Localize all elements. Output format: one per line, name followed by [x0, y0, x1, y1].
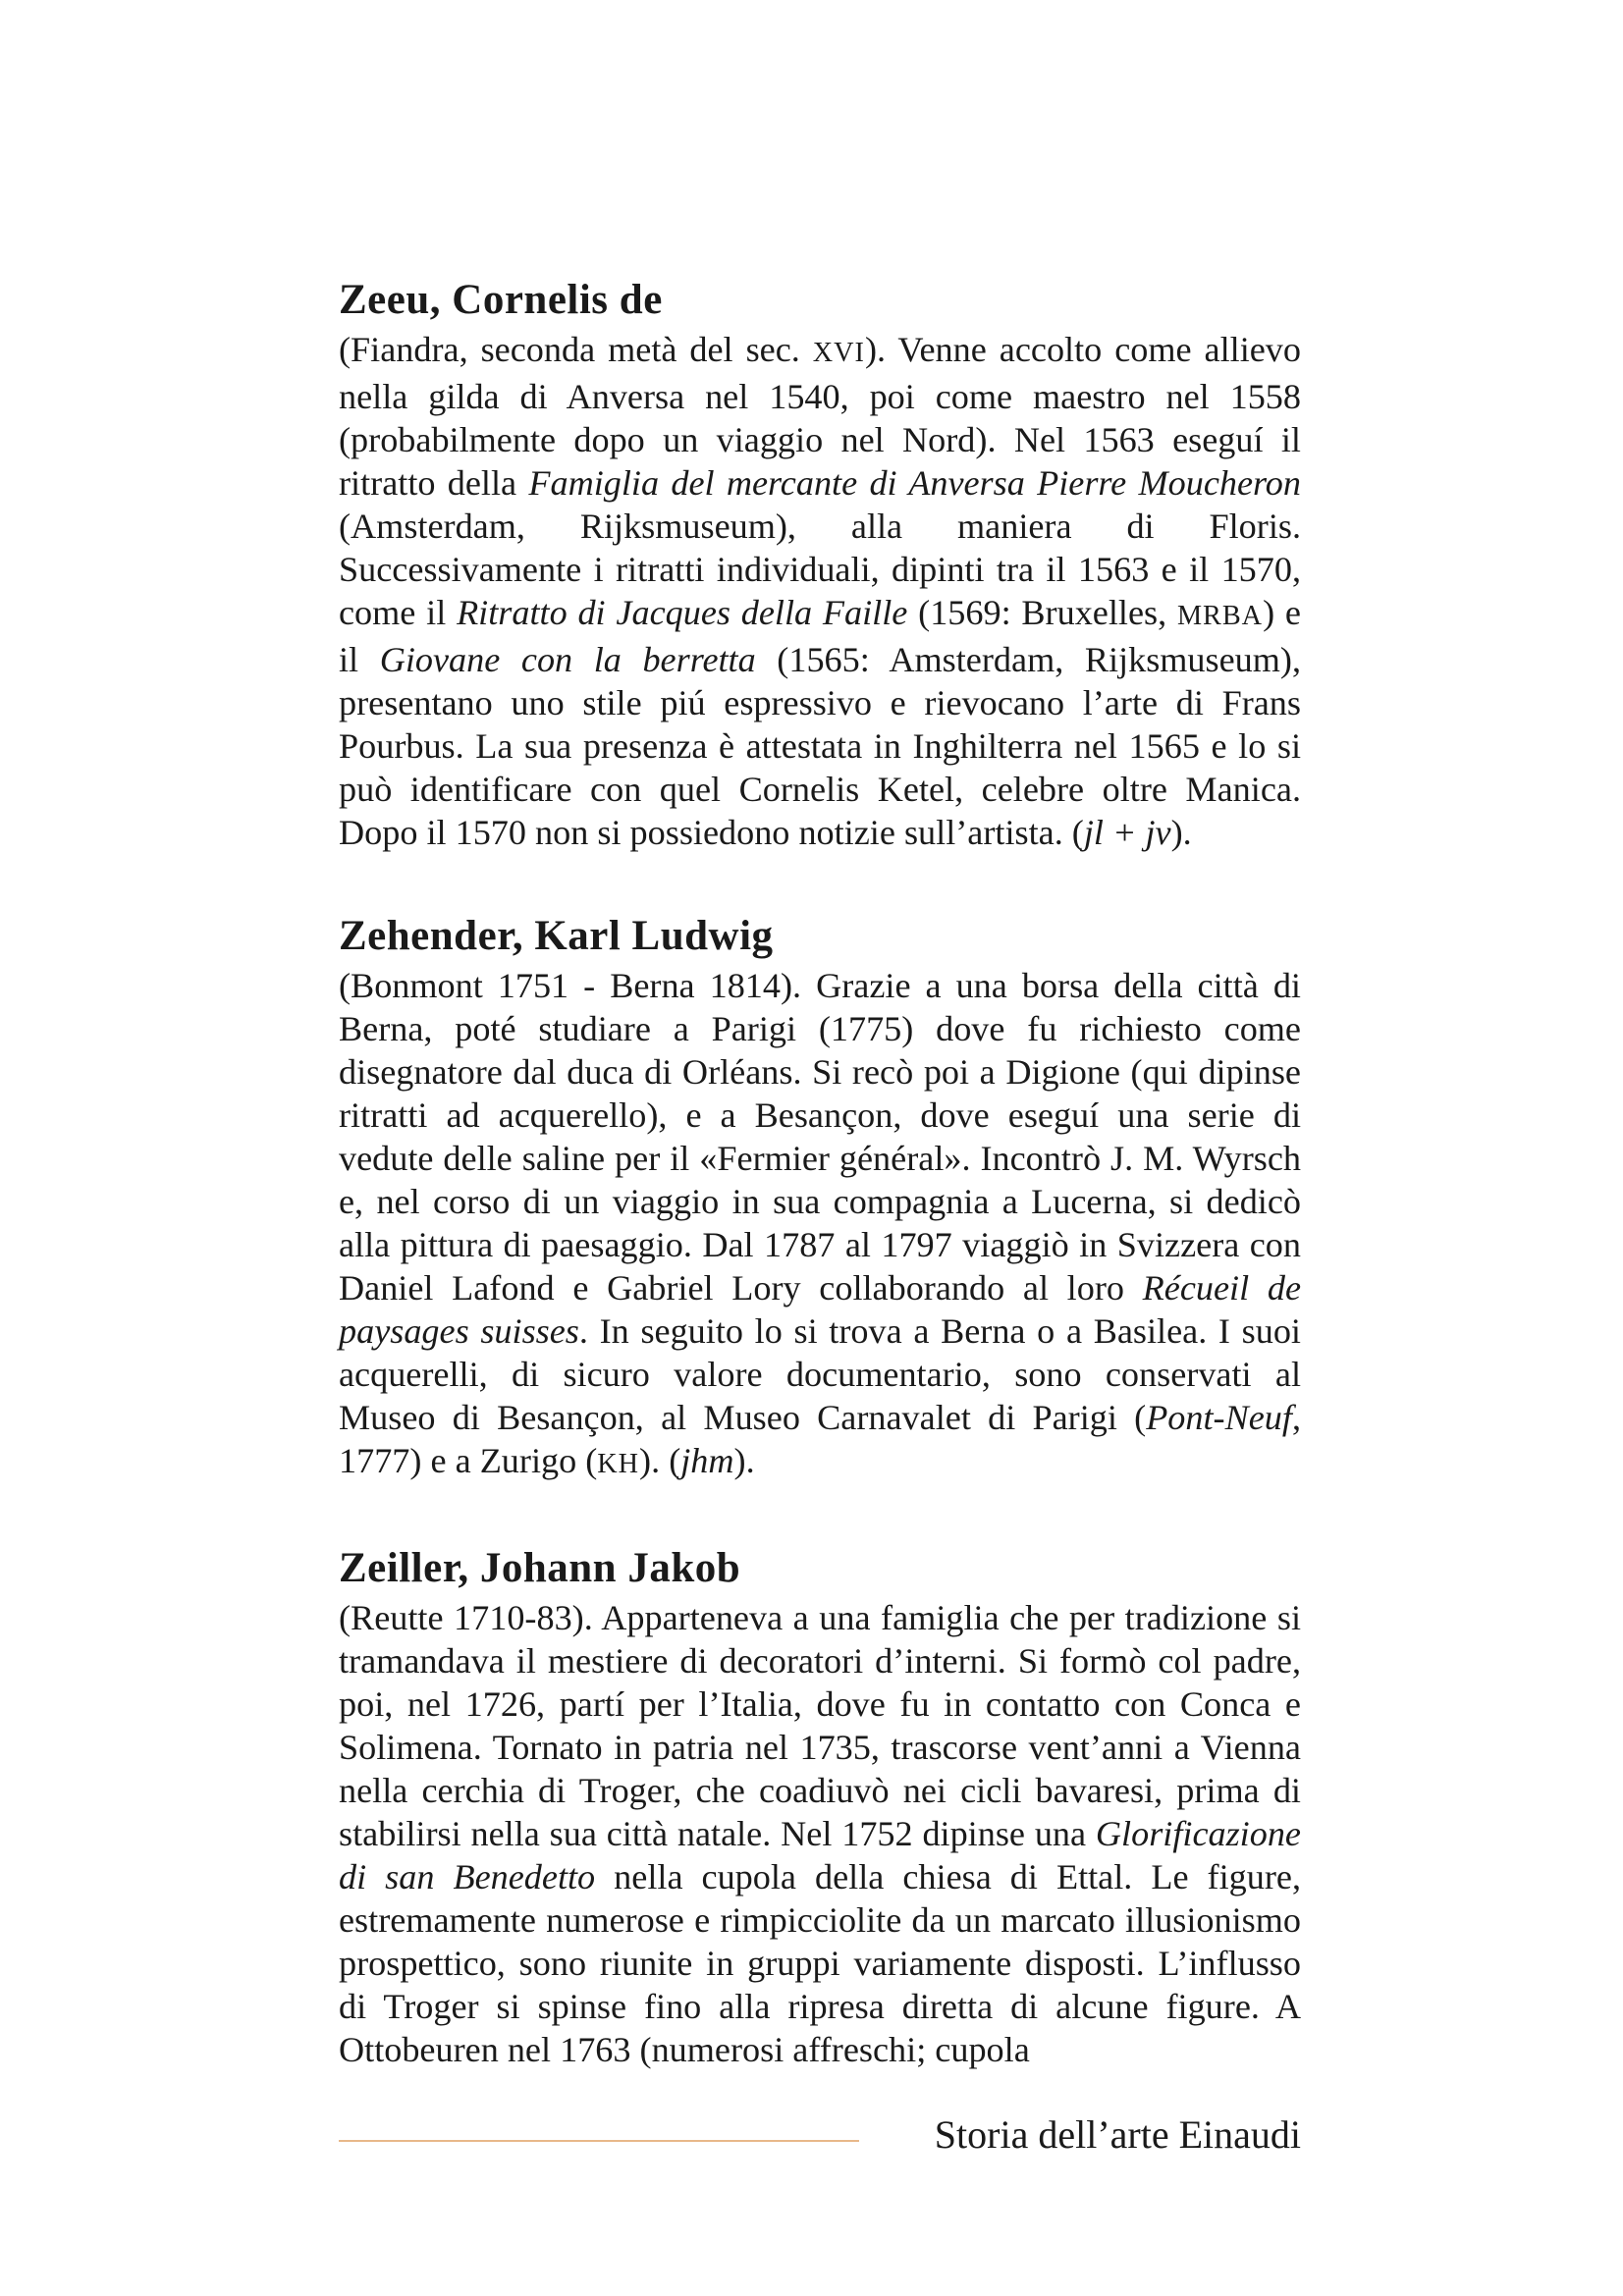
- entry: [339, 273, 1301, 854]
- text-run: ). Venne accolto come allievo nella gilda di Anversa nel 1540, poi come maestro nel 1558 (probabilmente dopo un viaggio nel Nord). Nel 1563 eseguí il ritratto della: [339, 330, 1301, 503]
- entry-title: Zehender, Karl Ludwig: [339, 913, 774, 959]
- italic-title: Récueil de paysages suisses: [339, 1268, 1302, 1351]
- entry: [339, 909, 1301, 1486]
- italic-title: Giovane con la berretta: [379, 640, 756, 679]
- text-run: (Bonmont 1751 - Berna 1814). Grazie a una borsa della città di Berna, poté studiare a Parigi (1775) dove fu richiesto come disegnatore dal duca di Orléans. Si recò poi a Digione (qui dipinse ritratti ad acquerello), e a Besançon, dove eseguí una serie di vedute delle saline per il «Fermier général». Incontrò J. M. Wyrsch e, nel corso di un viaggio in sua compagnia a Lucerna, si dedicò alla pittura di paesaggio. Dal 1787 al 1797 viaggiò in Svizzera con Daniel Lafond e Gabriel Lory collaborando al loro: [339, 966, 1301, 1308]
- text-run: ) e il: [339, 593, 1301, 679]
- text-run: (1569: Bruxelles,: [907, 593, 1177, 632]
- entry-title: Zeeu, Cornelis de: [339, 277, 663, 323]
- entry: [339, 1541, 1301, 2071]
- italic-title: Ritratto di Jacques della Faille: [457, 593, 908, 632]
- page-content: [339, 273, 1301, 2126]
- abbreviation: KH: [597, 1449, 640, 1479]
- text-run: nella cupola della chiesa di Ettal. Le figure, estremamente numerose e rimpicciolite da un marcato illusionismo prospettico, sono riunite in gruppi variamente disposti. L’influsso di Troger si spinse fino alla ripresa diretta di alcune figure. A Ottobeuren nel 1763 (numerosi affreschi; cupola: [339, 1857, 1301, 2069]
- text-run: ).: [733, 1441, 755, 1480]
- text-run: . In seguito lo si trova a Berna o a Basilea. I suoi acquerelli, di sicuro valore documentario, sono conservati al Museo di Besançon, al Museo Carnavalet di Parigi (: [339, 1311, 1301, 1437]
- footer-title: Storia dell’arte Einaudi: [934, 2112, 1301, 2157]
- page-footer: [339, 2110, 1301, 2160]
- abbreviation: XVI: [812, 338, 865, 368]
- italic-title: jhm: [680, 1441, 734, 1480]
- text-run: ). (: [639, 1441, 681, 1480]
- entry-body: [339, 1596, 1301, 2071]
- text-run: (Reutte 1710-83). Apparteneva a una famiglia che per tradizione si tramandava il mestiere di decoratori d’interni. Si formò col padre, poi, nel 1726, partí per l’Italia, dove fu in contatto con Conca e Solimena. Tornato in patria nel 1735, trascorse vent’anni a Vienna nella cerchia di Troger, che coadiuvò nei cicli bavaresi, prima di stabilirsi nella sua città natale. Nel 1752 dipinse una: [339, 1598, 1301, 1853]
- entry-body: [339, 328, 1301, 854]
- text-run: (1565: Amsterdam, Rijksmuseum), presentano uno stile piú espressivo e rievocano l’arte di Frans Pourbus. La sua presenza è attestata in Inghilterra nel 1565 e lo si può identificare con quel Cornelis Ketel, celebre oltre Manica. Dopo il 1570 non si possiedono notizie sull’artista. (: [339, 640, 1302, 852]
- footer-rule: [339, 2140, 859, 2142]
- text-run: (Amsterdam, Rijksmuseum), alla maniera di Floris. Successivamente i ritratti individuali, dipinti tra il 1563 e il 1570, come il: [339, 507, 1301, 632]
- abbreviation: MRBA: [1176, 601, 1264, 631]
- italic-title: Famiglia del mercante di Anversa Pierre Moucheron: [528, 463, 1301, 503]
- entry-body: [339, 964, 1301, 1486]
- text-run: , 1777) e a Zurigo (: [339, 1398, 1301, 1480]
- entry-title: Zeiller, Johann Jakob: [339, 1545, 741, 1591]
- italic-title: jl + jv: [1083, 813, 1171, 852]
- italic-title: Pont-Neuf: [1146, 1398, 1292, 1437]
- text-run: (Fiandra, seconda metà del sec.: [339, 330, 813, 369]
- text-run: ).: [1170, 813, 1192, 852]
- italic-title: Glorificazione di san Benedetto: [339, 1814, 1301, 1896]
